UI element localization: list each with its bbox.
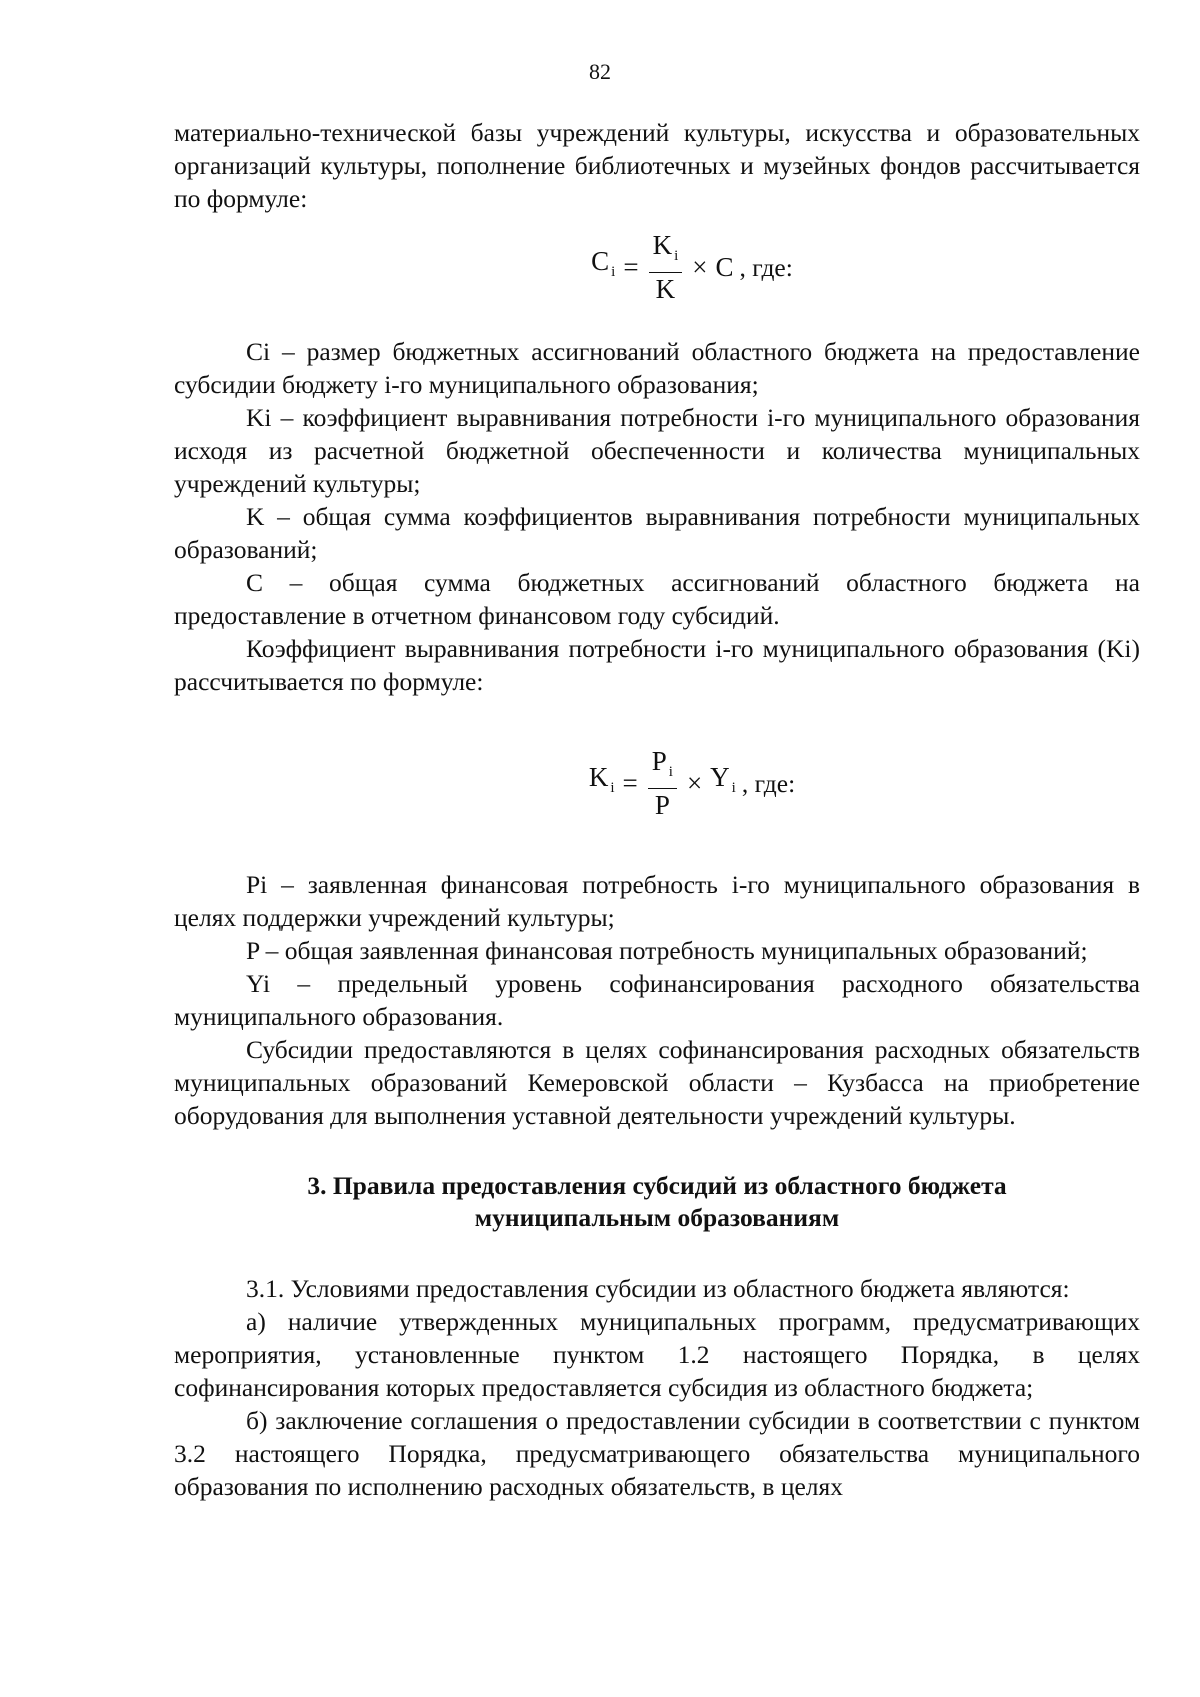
formula-ki-equals: =: [622, 767, 638, 798]
formula-ci-multiply: ×: [692, 251, 708, 282]
formula-ki-fraction: [648, 746, 677, 820]
paragraph-subsidy-purpose: Субсидии предоставляются в целях софинансирования расходных обязательств муниципальных образований Кемеровской области – Кузбасса на приобретение оборудования для выполнения уставной деятельности учреждений культуры.: [174, 1035, 1140, 1130]
paragraph-ki-formula-intro: Коэффициент выравнивания потребности i-го муниципального образования (Ki) рассчитывается по формуле:: [174, 634, 1140, 696]
formula-ki-numerator: [648, 746, 677, 789]
section-title-line-1: 3. Правила предоставления субсидий из областного бюджета: [307, 1171, 1007, 1200]
formula-ci-numerator: [649, 230, 683, 273]
formula-ki-numerator-symbol: P: [651, 746, 667, 776]
formula-ci: [174, 227, 1140, 307]
formula-ci-lhs: [591, 245, 615, 289]
section-title-line-2: муниципальным образованиям: [474, 1203, 840, 1232]
formula-ci-lhs-subscript: i: [611, 264, 616, 280]
formula-ci-numerator-symbol: K: [652, 230, 673, 260]
paragraph-item-b: б) заключение соглашения о предоставлении субсидии в соответствии с пунктом 3.2 настоящего Порядка, предусматривающего обязательства муниципального образования по исполнению расходных обязательств, в целях: [174, 1406, 1140, 1501]
formula-ki-where: , где:: [741, 768, 796, 798]
definition-ci: Ci – размер бюджетных ассигнований областного бюджета на предоставление субсидии бюджету i-го муниципального образования;: [174, 337, 1140, 399]
page-content: [174, 116, 1140, 1503]
formula-ki-lhs-symbol: K: [588, 762, 609, 792]
paragraph-continued-text: материально-технической базы учреждений культуры, искусства и образовательных организаций культуры, пополнение библиотечных и музейных фондов рассчитывается по формуле:: [174, 118, 1140, 213]
formula-ci-numerator-subscript: i: [674, 248, 679, 264]
formula-ki-rhs: [710, 761, 736, 805]
definition-pi: Pi – заявленная финансовая потребность i-го муниципального образования в целях поддержки учреждений культуры;: [174, 870, 1140, 932]
section-title: [174, 1170, 1140, 1234]
definition-c: С – общая сумма бюджетных ассигнований областного бюджета на предоставление в отчетном финансовом году субсидий.: [174, 568, 1140, 630]
definition-p: P – общая заявленная финансовая потребность муниципальных образований;: [246, 936, 1088, 965]
formula-ki-denominator: P: [654, 790, 670, 820]
formula-ki-lhs-subscript: i: [610, 780, 615, 796]
definition-yi: Yi – предельный уровень софинансирования расходного обязательства муниципального образования.: [174, 969, 1140, 1031]
formula-ci-rhs: C: [715, 251, 734, 282]
formula-ci-lhs-symbol: C: [591, 246, 610, 276]
formula-ci-denominator: K: [655, 274, 676, 304]
formula-ki-numerator-subscript: i: [668, 764, 673, 780]
formula-ki-rhs-symbol: Y: [710, 762, 730, 792]
formula-ki: [174, 738, 1140, 828]
paragraph-3-1: 3.1. Условиями предоставления субсидии из областного бюджета являются:: [246, 1274, 1070, 1303]
definition-ki: Ki – коэффициент выравнивания потребности i-го муниципального образования исходя из расчетной бюджетной обеспеченности и количества муниципальных учреждений культуры;: [174, 403, 1140, 498]
formula-ki-lhs: [589, 761, 615, 805]
page-number: 82: [589, 59, 611, 84]
formula-ki-rhs-subscript: i: [731, 780, 736, 796]
formula-ci-fraction: [649, 230, 683, 304]
formula-ci-equals: =: [623, 251, 639, 282]
formula-ki-multiply: ×: [686, 767, 703, 798]
paragraph-item-a: а) наличие утвержденных муниципальных программ, предусматривающих мероприятия, установленные пунктом 1.2 настоящего Порядка, в целях софинансирования которых предоставляется субсидия из областного бюджета;: [174, 1307, 1140, 1402]
formula-ci-where: , где:: [739, 252, 793, 282]
definition-k: K – общая сумма коэффициентов выравнивания потребности муниципальных образований;: [174, 502, 1140, 564]
